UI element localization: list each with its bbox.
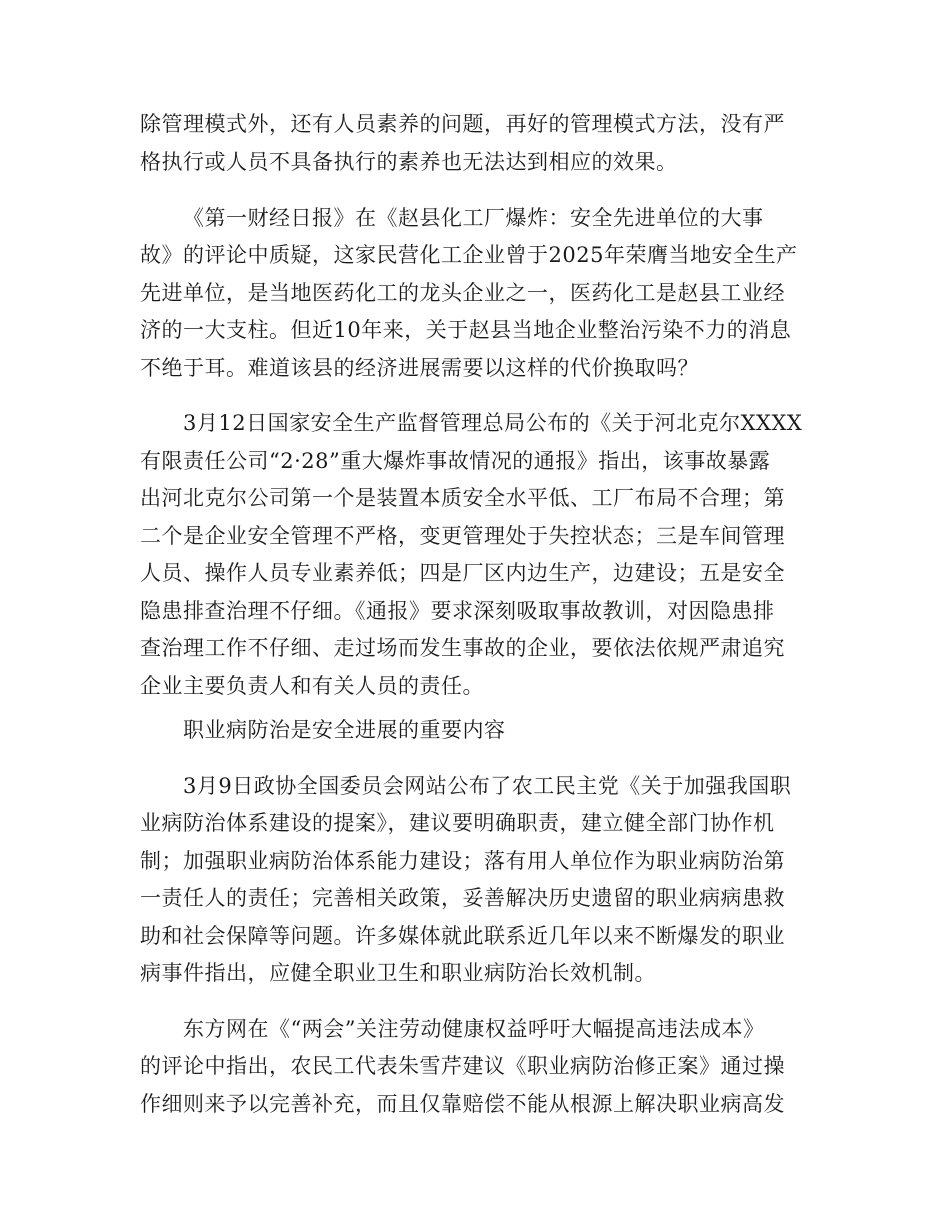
text-line: 有限责任公司“2·28”重大爆炸事故情况的通报》指出，该事故暴露 [140, 449, 771, 473]
text-line: 企业主要负责人和有关人员的责任。 [140, 674, 484, 698]
text-line: 的评论中指出，农民工代表朱雪芹建议《职业病防治修正案》通过操 [140, 1054, 785, 1078]
text-line: 不绝于耳。难道该县的经济进展需要以这样的代价换取吗？ [140, 356, 699, 380]
text-line: 故》的评论中质疑，这家民营化工企业曾于2025年荣膺当地安全生产 [140, 243, 798, 267]
text-line: 一责任人的责任；完善相关政策，妥善解决历史遗留的职业病病患救 [140, 886, 785, 910]
text-line: 制；加强职业病防治体系能力建设；落有用人单位作为职业病防治第 [140, 849, 785, 873]
text-line: 隐患排查治理不仔细。《通报》要求深刻吸取事故教训，对因隐患排 [140, 599, 775, 623]
section-heading: 职业病防治是安全进展的重要内容 [183, 718, 506, 742]
text-line: 二个是企业安全管理不严格，变更管理处于失控状态；三是车间管理 [140, 524, 785, 548]
text-line: 济的一大支柱。但近10年来，关于赵县当地企业整治污染不力的消息 [140, 318, 792, 342]
text-line: 助和社会保障等问题。许多媒体就此联系近几年以来不断爆发的职业 [140, 924, 785, 948]
text-line: 《第一财经日报》在《赵县化工厂爆炸：安全先进单位的大事 [183, 206, 764, 230]
text-line: 查治理工作不仔细、走过场而发生事故的企业，要依法依规严肃追究 [140, 636, 785, 660]
text-line: 先进单位，是当地医药化工的龙头企业之一，医药化工是赵县工业经 [140, 281, 785, 305]
text-line: 人员、操作人员专业素养低；四是厂区内边生产，边建设；五是安全 [140, 561, 785, 585]
text-line: 病事件指出，应健全职业卫生和职业病防治长效机制。 [140, 961, 656, 985]
text-line: 业病防治体系建设的提案》，建议要明确职责，建立健全部门协作机 [140, 811, 775, 835]
text-line: 格执行或人员不具备执行的素养也无法达到相应的效果。 [140, 150, 678, 174]
text-line: 除管理模式外，还有人员素养的问题，再好的管理模式方法，没有严 [140, 112, 785, 136]
text-line: 东方网在《“两会”关注劳动健康权益呼吁大幅提高违法成本》 [183, 1017, 765, 1041]
text-line: 出河北克尔公司第一个是装置本质安全水平低、工厂布局不合理；第 [140, 486, 785, 510]
text-line: 3月12日国家安全生产监督管理总局公布的《关于河北克尔XXXX [183, 411, 803, 435]
text-line: 3月9日政协全国委员会网站公布了农工民主党《关于加强我国职 [183, 774, 792, 798]
text-line: 作细则来予以完善补充，而且仅靠赔偿不能从根源上解决职业病高发 [140, 1092, 785, 1116]
